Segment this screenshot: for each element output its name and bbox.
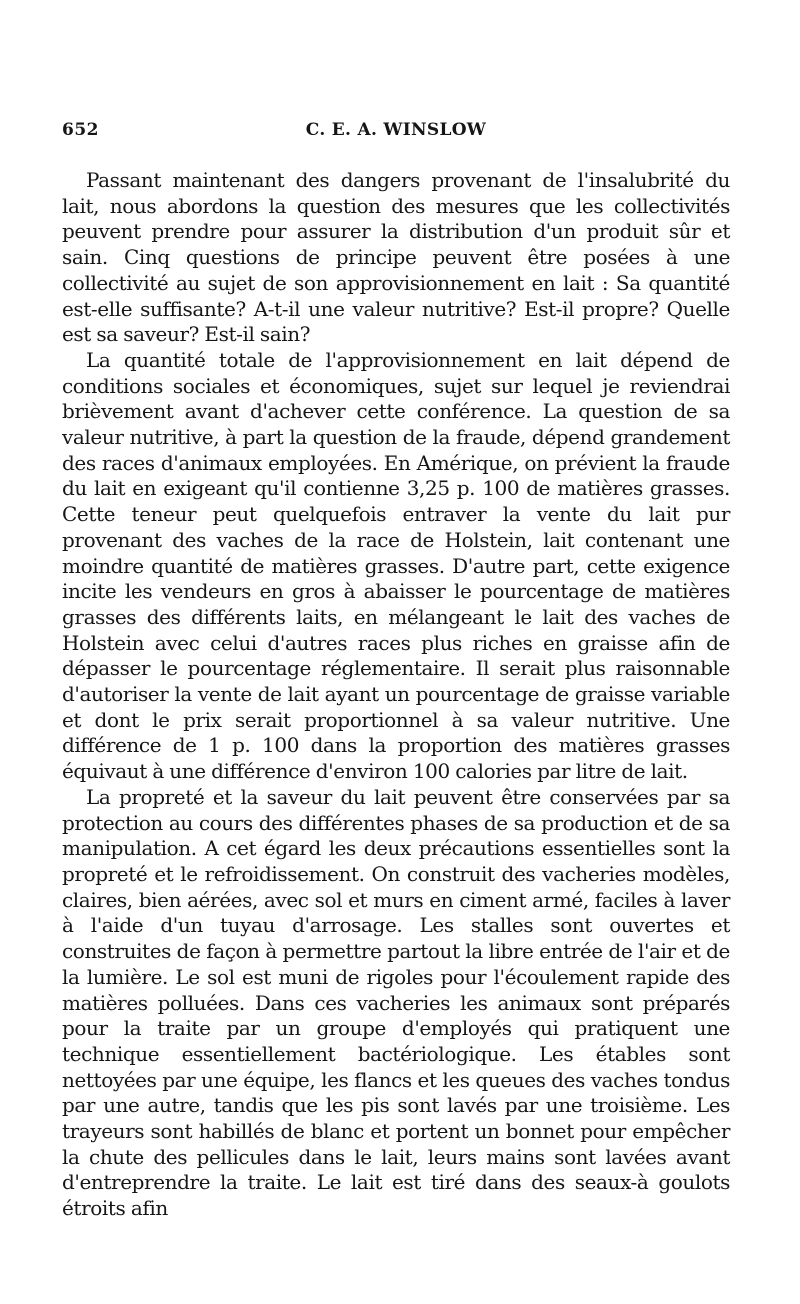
paragraph-3: La propreté et la saveur du lait peuvent être conservées par sa protection au cours des différentes phases de sa production et de sa manipulation. A cet égard les deux précautions essentielles sont la propreté et le refroidissement. On construit des vacheries modèles, claires, bien aérées, avec sol et murs en ciment armé, faciles à laver à l'aide d'un tuyau d'arrosage. Les stalles sont ouvertes et construites de façon à permettre partout la libre entrée de l'air et de la lumière. Le sol est muni de rigoles pour l'écoulement rapide des matières polluées. Dans ces vacheries les animaux sont préparés pour la traite par un groupe d'employés qui pratiquent une technique essentiellement bactériologique. Les étables sont nettoyées par une équipe, les flancs et les queues des vaches tondus par une autre, tandis que les pis sont lavés par une troisième. Les trayeurs sont habillés de blanc et portent un bonnet pour empêcher la chute des pellicules dans le lait, leurs mains sont lavées avant d'entreprendre la traite. Le lait est tiré dans des seaux-à goulots étroits afin	[62, 784, 730, 1221]
page-number: 652	[62, 120, 99, 140]
body-text	[62, 168, 730, 1222]
paragraph-2: La quantité totale de l'approvisionnement en lait dépend de conditions sociales et économiques, sujet sur lequel je reviendrai brièvement avant d'achever cette conférence. La question de sa valeur nutritive, à part la question de la fraude, dépend grandement des races d'animaux employées. En Amérique, on prévient la fraude du lait en exigeant qu'il contienne 3,25 p. 100 de matières grasses. Cette teneur peut quelquefois entraver la vente du lait pur provenant des vaches de la race de Holstein, lait contenant une moindre quantité de matières grasses. D'autre part, cette exigence incite les vendeurs en gros à abaisser le pourcentage de matières grasses des différents laits, en mélangeant le lait des vaches de Holstein avec celui d'autres races plus riches en graisse afin de dépasser le pourcentage réglementaire. Il serait plus raisonnable d'autoriser la vente de lait ayant un pourcentage de graisse variable et dont le prix serait proportionnel à sa valeur nutritive. Une différence de 1 p. 100 dans la proportion des matières grasses équivaut à une différence d'environ 100 calories par litre de lait.	[62, 347, 730, 784]
paragraph-1: Passant maintenant des dangers provenant de l'insalubrité du lait, nous abordons la question des mesures que les collectivités peuvent prendre pour assurer la distribution d'un produit sûr et sain. Cinq questions de principe peuvent être posées à une collectivité au sujet de son approvisionnement en lait : Sa quantité est-elle suffisante? A-t-il une valeur nutritive? Est-il propre? Quelle est sa saveur? Est-il sain?	[62, 168, 730, 347]
running-title: C. E. A. WINSLOW	[305, 120, 487, 140]
page-header	[62, 120, 730, 144]
